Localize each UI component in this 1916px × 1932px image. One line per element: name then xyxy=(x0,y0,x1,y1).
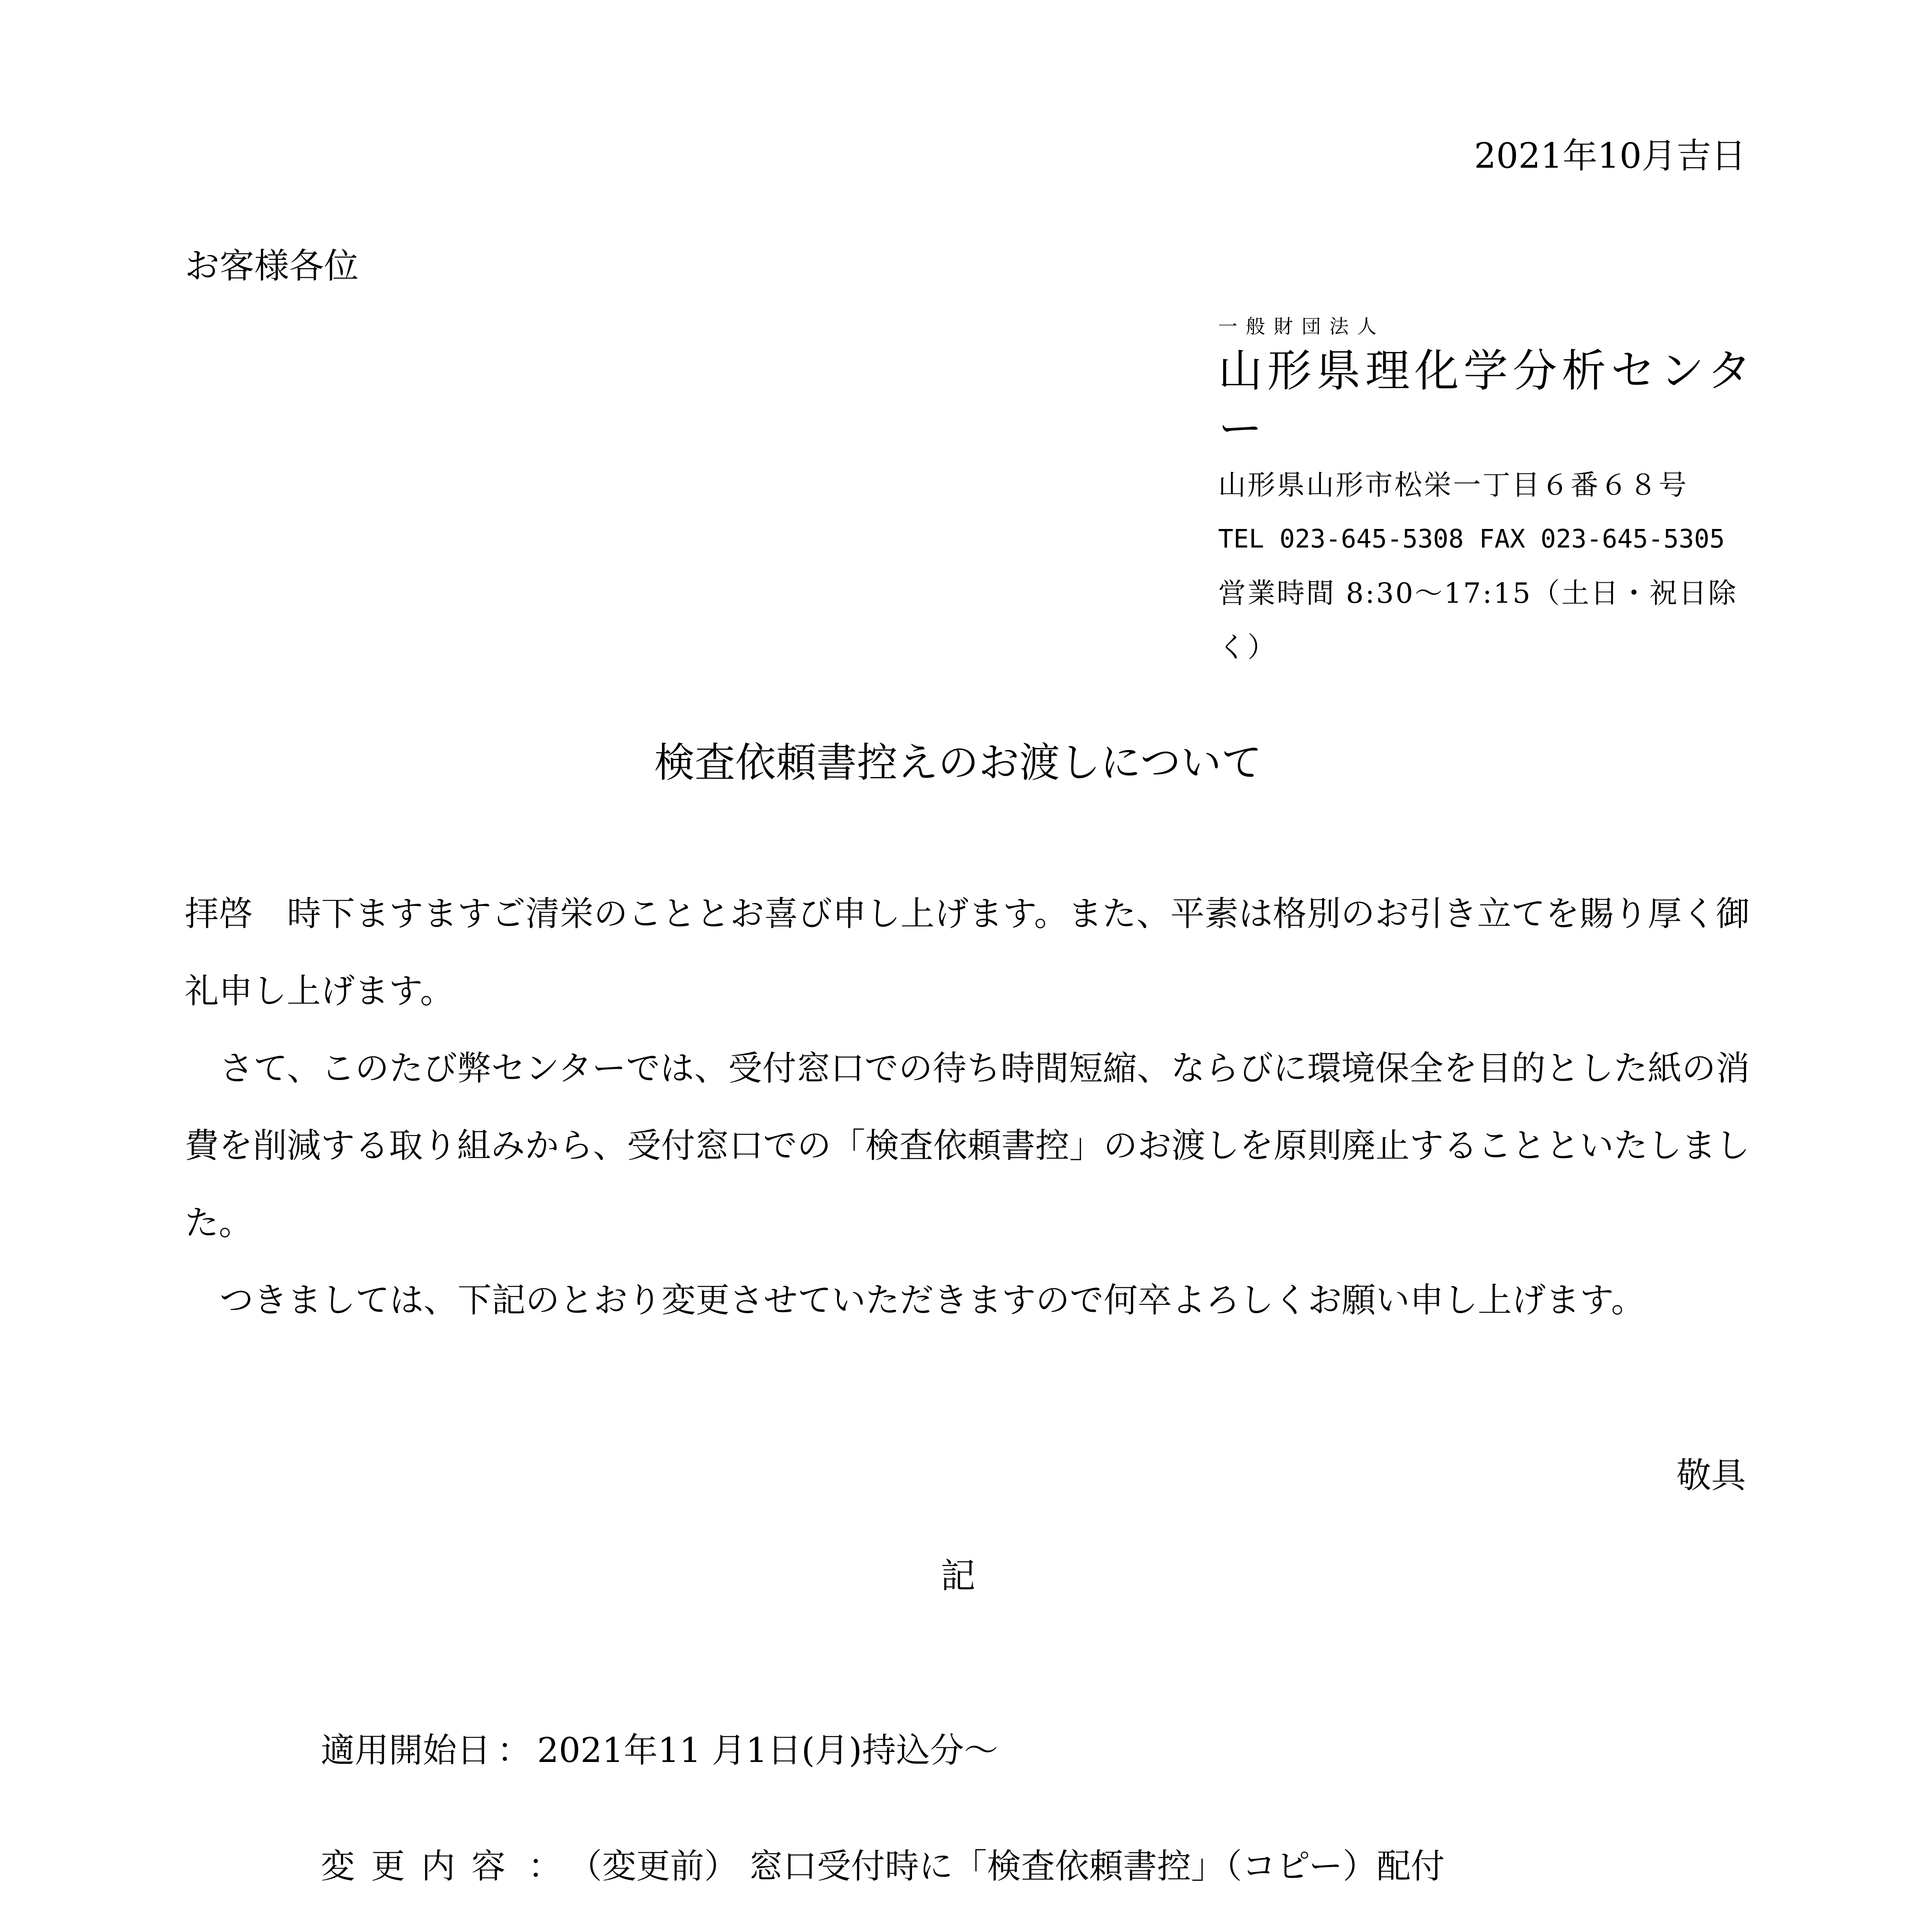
change-before-value: （変更前） 窓口受付時に「検査依頼書控」（コピー）配付 xyxy=(568,1846,1445,1886)
closing-word: 敬具 xyxy=(1676,1455,1746,1496)
document-title: 検査依頼書控えのお渡しについて xyxy=(654,739,1262,786)
sender-hours: 営業時間 8:30～17:15（土日・祝日除く） xyxy=(1218,577,1738,663)
letter-body xyxy=(185,875,1750,1339)
start-date-colon: ： xyxy=(497,1730,531,1770)
sender-contact: TEL 023-645-5308 FAX 023-645-5305 xyxy=(1218,524,1725,554)
change-content-label: 変更内容 xyxy=(321,1846,522,1886)
sender-org-type: 一般財団法人 xyxy=(1218,315,1385,338)
start-date-value: 2021年11 月1日(月)持込分～ xyxy=(537,1730,998,1770)
body-paragraph-request: つきましては、下記のとおり変更させていただきますので何卒よろしくお願い申し上げます。 xyxy=(220,1280,1645,1320)
change-content-row xyxy=(321,1839,1445,1888)
start-date-row xyxy=(321,1723,998,1772)
body-paragraph-announcement: さて、このたび弊センターでは、受付窓口での待ち時間短縮、ならびに環境保全を目的とした紙の消費を削減する取り組みから、受付窓口での「検査依頼書控」のお渡しを原則廃止することといたしました。 xyxy=(185,1048,1750,1243)
document-date: 2021年10月吉日 xyxy=(1474,136,1746,176)
sender-name: 山形県理化学分析センター xyxy=(1218,345,1756,455)
body-paragraph-greeting: 拝啓 時下ますますご清栄のこととお喜び申し上げます。また、平素は格別のお引き立てを賜り厚く御礼申し上げます。 xyxy=(185,894,1750,1011)
ki-heading: 記 xyxy=(941,1556,975,1596)
sender-block xyxy=(1218,311,1759,674)
start-date-label: 適用開始日 xyxy=(321,1730,491,1770)
sender-address: 山形県山形市松栄一丁目６番６８号 xyxy=(1218,469,1688,501)
change-content-colon: ： xyxy=(528,1846,562,1886)
recipient: お客様各位 xyxy=(185,246,359,286)
